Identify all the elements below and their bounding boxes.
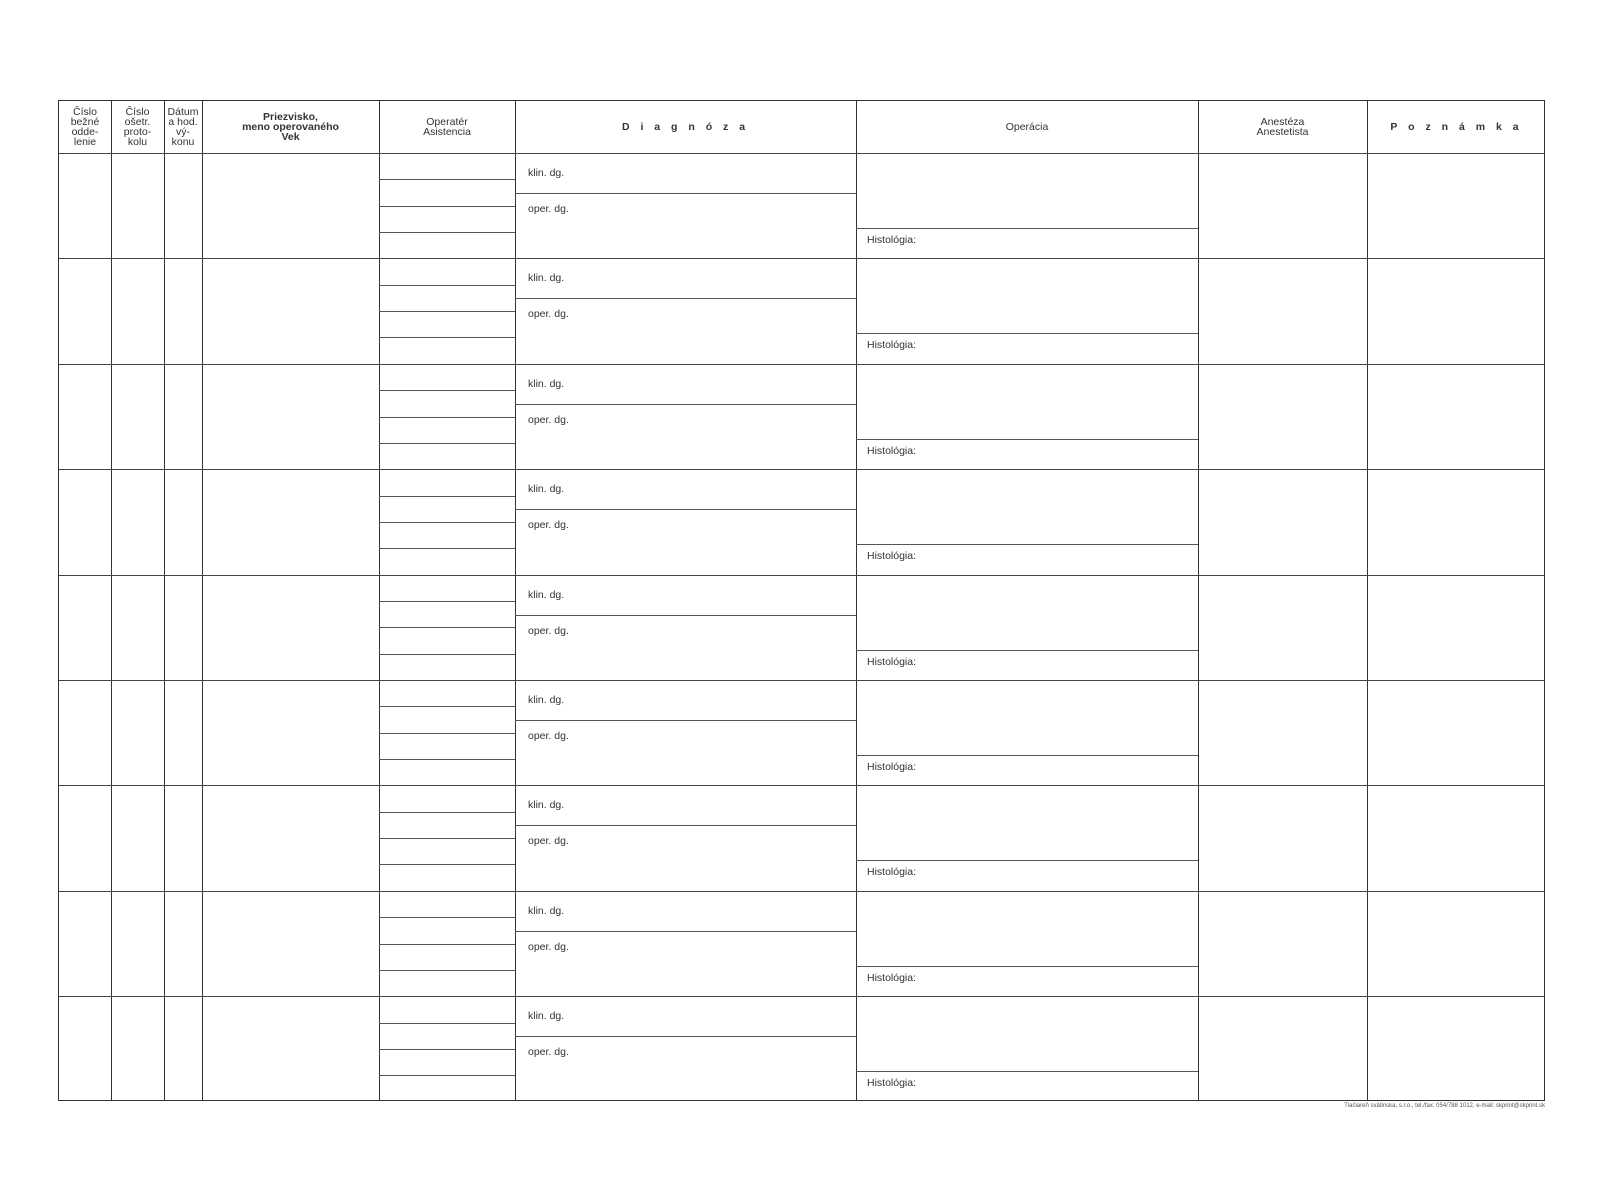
operator-slot-line — [379, 944, 515, 945]
header-anesthesia: Anestéza Anestetista — [1256, 116, 1309, 138]
clinical-diagnosis-label: klin. dg. — [528, 483, 565, 496]
clinical-diagnosis-label: klin. dg. — [528, 1010, 565, 1023]
column-divider — [1198, 101, 1199, 1100]
diagnosis-split-line — [515, 298, 856, 299]
operation-log-form — [58, 100, 1545, 1101]
clinical-diagnosis-label: klin. dg. — [528, 588, 565, 601]
operative-diagnosis-label: oper. dg. — [528, 308, 569, 321]
header-protocol-number: Číslo ošetr. proto- kolu — [123, 106, 152, 148]
header-divider — [59, 153, 1544, 154]
histology-label: Histológia: — [867, 761, 917, 773]
header-operation: Operácia — [1005, 121, 1049, 133]
column-divider — [164, 101, 165, 1100]
operator-slot-line — [379, 1049, 515, 1050]
entry-divider — [59, 469, 1544, 470]
diagnosis-split-line — [515, 404, 856, 405]
header-patient-name: Priezvisko, meno operovaného Vek — [242, 111, 339, 143]
operator-slot-line — [379, 496, 515, 497]
operative-diagnosis-label: oper. dg. — [528, 203, 569, 215]
header-diagnosis: D i a g n ó z a — [621, 121, 750, 133]
histology-label: Histológia: — [867, 550, 917, 563]
histology-split-line — [856, 439, 1198, 440]
histology-split-line — [856, 966, 1198, 967]
histology-label: Histológia: — [867, 971, 917, 984]
operative-diagnosis-label: oper. dg. — [528, 835, 569, 848]
clinical-diagnosis-label: klin. dg. — [528, 377, 565, 390]
operator-slot-line — [379, 1075, 515, 1076]
operator-slot-line — [379, 390, 515, 391]
operator-slot-line — [379, 838, 515, 839]
histology-label: Histológia: — [867, 655, 917, 668]
diagnosis-split-line — [515, 825, 856, 826]
operative-diagnosis-label: oper. dg. — [528, 940, 569, 953]
header-surgeon-assistant: Operatér Asistencia — [423, 116, 471, 138]
operative-diagnosis-label: oper. dg. — [528, 413, 569, 426]
column-divider — [515, 101, 516, 1100]
entry-divider — [59, 364, 1544, 365]
entry-divider — [59, 891, 1544, 892]
histology-label: Histológia: — [867, 444, 917, 457]
column-divider — [856, 101, 857, 1100]
clinical-diagnosis-label: klin. dg. — [528, 272, 565, 285]
diagnosis-split-line — [515, 509, 856, 510]
clinical-diagnosis-label: klin. dg. — [528, 904, 565, 917]
histology-label: Histológia: — [867, 234, 917, 246]
operative-diagnosis-label: oper. dg. — [528, 624, 569, 637]
operative-diagnosis-label: oper. dg. — [528, 519, 569, 532]
clinical-diagnosis-label: klin. dg. — [528, 799, 565, 812]
operator-slot-line — [379, 443, 515, 444]
printer-footer: Tlačiareň svätinska, s.r.o., tel./fax: 054/788 1012, e-mail: skprint@skprint.sk — [1344, 1103, 1545, 1109]
clinical-diagnosis-label: klin. dg. — [528, 167, 565, 179]
diagnosis-split-line — [515, 1036, 856, 1037]
histology-split-line — [856, 228, 1198, 229]
operator-slot-line — [379, 970, 515, 971]
operator-slot-line — [379, 812, 515, 813]
operator-slot-line — [379, 917, 515, 918]
diagnosis-split-line — [515, 931, 856, 932]
operator-slot-line — [379, 417, 515, 418]
operative-diagnosis-label: oper. dg. — [528, 1046, 569, 1059]
operator-slot-line — [379, 864, 515, 865]
entry-divider — [59, 575, 1544, 576]
column-divider — [1367, 101, 1368, 1100]
operator-slot-line — [379, 601, 515, 602]
operator-slot-line — [379, 337, 515, 338]
histology-label: Histológia: — [867, 866, 917, 879]
operator-slot-line — [379, 548, 515, 549]
histology-label: Histológia: — [867, 339, 917, 352]
operator-slot-line — [379, 759, 515, 760]
operator-slot-line — [379, 232, 515, 233]
histology-split-line — [856, 860, 1198, 861]
operator-slot-line — [379, 654, 515, 655]
histology-label: Histológia: — [867, 1077, 917, 1090]
header-date-time: Dátum a hod. vý- konu — [167, 106, 199, 148]
diagnosis-split-line — [515, 615, 856, 616]
histology-split-line — [856, 333, 1198, 334]
histology-split-line — [856, 1071, 1198, 1072]
operator-slot-line — [379, 206, 515, 207]
entry-divider — [59, 258, 1544, 259]
operative-diagnosis-label: oper. dg. — [528, 730, 569, 742]
entry-divider — [59, 680, 1544, 681]
entry-divider — [59, 996, 1544, 997]
histology-split-line — [856, 544, 1198, 545]
entry-divider — [59, 785, 1544, 786]
operator-slot-line — [379, 179, 515, 180]
operator-slot-line — [379, 1023, 515, 1024]
column-divider — [202, 101, 203, 1100]
operator-slot-line — [379, 733, 515, 734]
operator-slot-line — [379, 706, 515, 707]
histology-split-line — [856, 755, 1198, 756]
operator-slot-line — [379, 311, 515, 312]
operator-slot-line — [379, 522, 515, 523]
column-divider — [111, 101, 112, 1100]
clinical-diagnosis-label: klin. dg. — [528, 694, 565, 706]
diagnosis-split-line — [515, 720, 856, 721]
histology-split-line — [856, 650, 1198, 651]
operator-slot-line — [379, 627, 515, 628]
header-note: P o z n á m k a — [1390, 121, 1523, 133]
header-oddelenie-number: Číslo bežné odde- lenie — [70, 106, 100, 148]
operator-slot-line — [379, 285, 515, 286]
diagnosis-split-line — [515, 193, 856, 194]
